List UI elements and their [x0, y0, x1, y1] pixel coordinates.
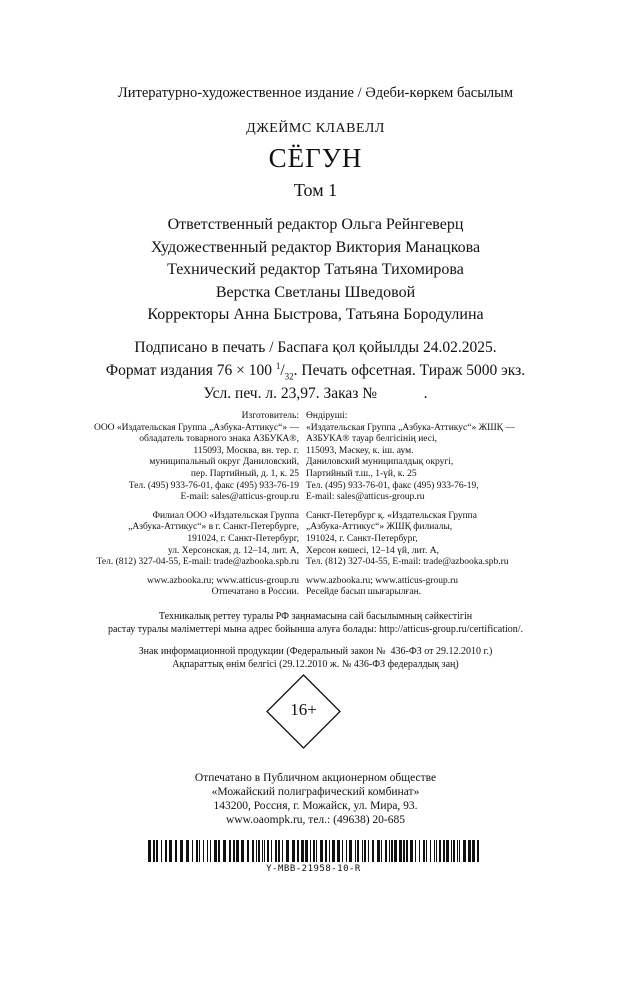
credit-line: Художественный редактор Виктория Манацкова: [150, 238, 481, 256]
tech-regulation: [0, 611, 631, 636]
mfr-kz-line: АЗБУКА® тауар белгісінің иесі,: [306, 434, 437, 445]
manufacturer-kz: [306, 411, 515, 599]
format-denominator: 32: [284, 371, 294, 382]
mfr-ru-line: E-mail: sales@atticus-group.ru: [180, 492, 299, 503]
barcode-text: Y-MBB-21958-10-R: [266, 864, 361, 874]
mfr-ru-line: ООО «Издательская Группа „Азбука-Аттикус“» —: [93, 422, 299, 433]
mfr-ru-line: муниципальный округ Даниловский,: [149, 457, 299, 468]
branch-ru-line: ул. Херсонская, д. 12–14, лит. А,: [167, 545, 299, 556]
sheets-order: Усл. печ. л. 23,97. Заказ № .: [203, 385, 428, 403]
info-sign-line: Ақпараттық өнім белгісі (29.12.2010 ж. № 436-ФЗ федералдық заң): [172, 658, 459, 670]
info-sign-line: Знак информационной продукции (Федеральный закон № 436-ФЗ от 29.12.2010 г.): [138, 646, 493, 657]
mfr-kz-line: Партийный т.ш., 1-үй, к. 25: [306, 468, 417, 479]
format-prefix: Формат издания 76 × 100: [105, 362, 276, 380]
age-rating-badge: [265, 673, 342, 750]
mfr-kz-line: 115093, Мәскеу, к. іш. аум.: [306, 445, 414, 456]
credit-line: Корректоры Анна Быстрова, Татьяна Бородулина: [147, 306, 484, 323]
printer-line: Отпечатано в Публичном акционерном обществе: [194, 772, 437, 784]
mfr-ru-line: обладатель товарного знака АЗБУКА®,: [139, 434, 299, 445]
book-title: СЁГУН: [268, 143, 363, 173]
branch-kz-line: Херсон көшесі, 12–14 үй, лит. А,: [306, 545, 439, 556]
mfr-kz-line: Даниловский муниципалдық округі,: [306, 457, 454, 468]
printer-line: «Можайский полиграфический комбинат»: [211, 786, 420, 798]
tech-regulation-line: растау туралы мәліметтері мына адрес бойынша алуға болады: http://atticus-group.ru/certification/.: [107, 623, 524, 635]
format-suffix: . Печать офсетная. Тираж 5000 экз.: [293, 362, 526, 380]
printer-info: [0, 771, 631, 827]
info-product-sign: [0, 646, 631, 671]
credit-line: Технический редактор Татьяна Тихомирова: [167, 261, 464, 278]
volume-label: Том 1: [293, 180, 338, 200]
printed-in-ru: Отпечатано в России.: [211, 587, 299, 598]
mfr-ru-line: пер. Партийный, д. 1, к. 25: [190, 468, 299, 479]
signed-date: Подписано в печать / Баспаға қол қойылды 24.02.2025.: [134, 339, 497, 356]
publication-info: [0, 339, 631, 403]
branch-kz-line: Тел. (812) 327-04-55, E-mail: trade@azbooka.spb.ru: [306, 557, 509, 568]
mfr-ru-line: Тел. (495) 933-76-01, факс (495) 933-76-19: [128, 480, 299, 491]
mfr-kz-line: Тел. (495) 933-76-01, факс (495) 933-76-19,: [306, 480, 479, 491]
branch-ru-line: Филиал ООО «Издательская Группа: [152, 510, 299, 521]
website-ru: www.azbooka.ru; www.atticus-group.ru: [146, 575, 299, 586]
genre-line: Литературно-художественное издание / Әдеби-көркем басылым: [117, 85, 514, 101]
branch-ru-line: 191024, г. Санкт-Петербург,: [187, 533, 299, 544]
branch-ru-line: „Азбука-Аттикус“» в г. Санкт-Петербурге,: [128, 522, 299, 533]
author-name: ДЖЕЙМС КЛАВЕЛЛ: [246, 121, 385, 136]
printed-in-kz: Ресейде басып шығарылған.: [306, 587, 422, 598]
branch-kz-line: 191024, г. Санкт-Петербург,: [306, 533, 418, 544]
mfr-kz-line: E-mail: sales@atticus-group.ru: [306, 492, 425, 503]
printer-line: www.oaompk.ru, тел.: (49638) 20-685: [226, 814, 405, 826]
mfr-kz-line: «Издательская Группа „Азбука-Аттикус“» ЖШҚ —: [306, 422, 515, 433]
tech-regulation-line: Техникалық реттеу туралы РФ заңнамасына сай басылымның сәйкестігін: [158, 611, 473, 622]
mfr-kz-line: Өндіруші:: [306, 411, 348, 421]
branch-ru-line: Тел. (812) 327-04-55, E-mail: trade@azbooka.spb.ru: [96, 557, 299, 568]
branch-kz-line: Санкт-Петербург қ. «Издательская Группа: [306, 510, 477, 521]
branch-kz-line: „Азбука-Аттикус“» ЖШҚ филиалы,: [306, 522, 453, 533]
mfr-ru-line: Изготовитель:: [241, 411, 299, 421]
credit-line: Верстка Светланы Шведовой: [215, 283, 416, 301]
website-kz: www.azbooka.ru; www.atticus-group.ru: [306, 575, 459, 586]
mfr-ru-line: 115093, Москва, вн. тер. г.: [193, 445, 299, 456]
format-numerator: 1: [275, 361, 281, 371]
credits-block: [0, 214, 631, 327]
age-rating-text: 16+: [290, 700, 317, 719]
manufacturer-ru: [94, 411, 299, 599]
printer-line: 143200, Россия, г. Можайск, ул. Мира, 93.: [213, 800, 418, 812]
format-line: Формат издания 76 × 100 $^1/_{32}$. Печать офсетная. Тираж 5000 экз.: [105, 361, 526, 382]
barcode-icon: [148, 840, 479, 862]
credit-line: Ответственный редактор Ольга Рейнгеверц: [167, 216, 464, 233]
